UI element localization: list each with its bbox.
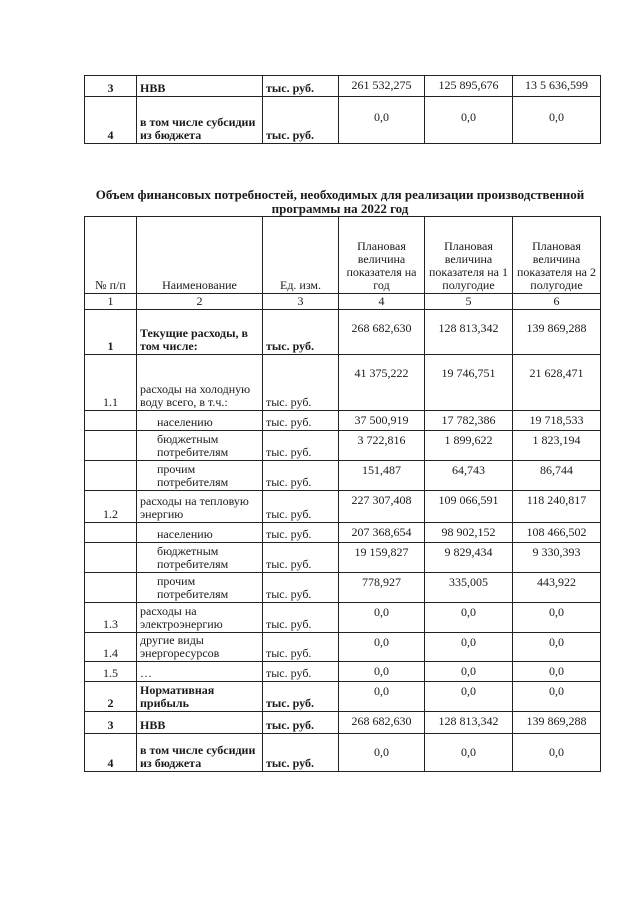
row-value-year: 41 375,222	[339, 355, 425, 411]
row-value-h1: 128 813,342	[425, 310, 513, 355]
header-year: Плановая величина показателя на год	[339, 217, 425, 294]
row-index	[85, 523, 137, 543]
column-number: 2	[137, 294, 263, 310]
row-name: расходы на холодную воду всего, в т.ч.:	[137, 355, 263, 411]
row-name: населению	[137, 523, 263, 543]
row-index: 3	[85, 76, 137, 97]
row-unit: тыс. руб.	[263, 734, 339, 772]
section-title: Объем финансовых потребностей, необходимых для реализации производственной программы на 2022 год	[95, 187, 585, 216]
row-value-h1: 9 829,434	[425, 543, 513, 573]
row-value-h2: 108 466,502	[513, 523, 601, 543]
row-value-h1: 0,0	[425, 603, 513, 633]
row-index: 2	[85, 682, 137, 712]
row-name: …	[137, 662, 263, 682]
row-name: другие виды энергоресурсов	[137, 633, 263, 662]
row-index: 1	[85, 310, 137, 355]
row-value-h2: 21 628,471	[513, 355, 601, 411]
table-body	[85, 310, 601, 772]
row-index: 1.3	[85, 603, 137, 633]
row-name: расходы на электроэнергию	[137, 603, 263, 633]
table-row	[85, 491, 601, 523]
row-value-year: 0,0	[339, 682, 425, 712]
row-value-year: 0,0	[339, 662, 425, 682]
row-name: Нормативная прибыль	[137, 682, 263, 712]
row-value-h1: 109 066,591	[425, 491, 513, 523]
row-name: НВВ	[137, 76, 263, 97]
row-value-year: 3 722,816	[339, 431, 425, 461]
table-row	[85, 603, 601, 633]
row-name: населению	[137, 411, 263, 431]
row-unit: тыс. руб.	[263, 603, 339, 633]
table-row	[85, 355, 601, 411]
row-value-h2: 86,744	[513, 461, 601, 491]
table-row	[85, 682, 601, 712]
row-unit: тыс. руб.	[263, 682, 339, 712]
row-index	[85, 573, 137, 603]
row-value-year: 261 532,275	[339, 76, 425, 97]
row-value-h2: 9 330,393	[513, 543, 601, 573]
top-table	[84, 75, 601, 144]
row-unit: тыс. руб.	[263, 491, 339, 523]
row-value-h1: 0,0	[425, 734, 513, 772]
column-number: 4	[339, 294, 425, 310]
row-value-h2: 443,922	[513, 573, 601, 603]
header-h1: Плановая величина показателя на 1 полугодие	[425, 217, 513, 294]
table-row	[85, 543, 601, 573]
row-name: в том числе субсидии из бюджета	[137, 97, 263, 144]
row-value-h2: 0,0	[513, 682, 601, 712]
table-row	[85, 712, 601, 734]
row-value-h2: 13 5 636,599	[513, 76, 601, 97]
row-name: НВВ	[137, 712, 263, 734]
row-index	[85, 431, 137, 461]
row-unit: тыс. руб.	[263, 411, 339, 431]
column-number: 3	[263, 294, 339, 310]
row-index	[85, 461, 137, 491]
table-row	[85, 411, 601, 431]
table-row	[85, 76, 601, 97]
row-index	[85, 543, 137, 573]
row-value-h2: 0,0	[513, 662, 601, 682]
table-row	[85, 734, 601, 772]
row-value-h1: 64,743	[425, 461, 513, 491]
table-row	[85, 662, 601, 682]
row-value-h2: 118 240,817	[513, 491, 601, 523]
row-value-h1: 1 899,622	[425, 431, 513, 461]
row-name: прочим потребителям	[137, 461, 263, 491]
table-row	[85, 97, 601, 144]
row-value-h2: 0,0	[513, 633, 601, 662]
row-name: прочим потребителям	[137, 573, 263, 603]
row-name: в том числе субсидии из бюджета	[137, 734, 263, 772]
row-value-h2: 139 869,288	[513, 310, 601, 355]
row-value-h1: 19 746,751	[425, 355, 513, 411]
row-name: Текущие расходы, в том числе:	[137, 310, 263, 355]
column-number: 6	[513, 294, 601, 310]
row-value-h2: 1 823,194	[513, 431, 601, 461]
row-unit: тыс. руб.	[263, 633, 339, 662]
header-name: Наименование	[137, 217, 263, 294]
row-value-year: 0,0	[339, 603, 425, 633]
row-value-h1: 0,0	[425, 682, 513, 712]
row-value-year: 207 368,654	[339, 523, 425, 543]
table-row	[85, 461, 601, 491]
row-value-h1: 0,0	[425, 633, 513, 662]
row-unit: тыс. руб.	[263, 355, 339, 411]
row-value-year: 0,0	[339, 734, 425, 772]
row-value-h1: 98 902,152	[425, 523, 513, 543]
table-header-row	[85, 217, 601, 294]
row-value-h2: 19 718,533	[513, 411, 601, 431]
row-value-year: 151,487	[339, 461, 425, 491]
table-row	[85, 431, 601, 461]
row-unit: тыс. руб.	[263, 310, 339, 355]
header-unit: Ед. изм.	[263, 217, 339, 294]
row-value-h2: 0,0	[513, 734, 601, 772]
row-index: 1.5	[85, 662, 137, 682]
header-h2: Плановая величина показателя на 2 полугодие	[513, 217, 601, 294]
column-number-row	[85, 294, 601, 310]
row-unit: тыс. руб.	[263, 523, 339, 543]
table-row	[85, 523, 601, 543]
row-unit: тыс. руб.	[263, 573, 339, 603]
row-value-h1: 17 782,386	[425, 411, 513, 431]
table-row	[85, 310, 601, 355]
row-value-year: 778,927	[339, 573, 425, 603]
table-row	[85, 573, 601, 603]
row-index	[85, 411, 137, 431]
row-unit: тыс. руб.	[263, 662, 339, 682]
row-value-h1: 0,0	[425, 662, 513, 682]
row-value-h1: 0,0	[425, 97, 513, 144]
row-value-h2: 139 869,288	[513, 712, 601, 734]
row-value-h2: 0,0	[513, 603, 601, 633]
column-number: 1	[85, 294, 137, 310]
row-unit: тыс. руб.	[263, 97, 339, 144]
row-index: 1.4	[85, 633, 137, 662]
row-index: 4	[85, 97, 137, 144]
row-value-year: 37 500,919	[339, 411, 425, 431]
row-value-year: 0,0	[339, 633, 425, 662]
row-value-year: 19 159,827	[339, 543, 425, 573]
row-value-h1: 128 813,342	[425, 712, 513, 734]
row-value-h1: 125 895,676	[425, 76, 513, 97]
row-unit: тыс. руб.	[263, 543, 339, 573]
row-unit: тыс. руб.	[263, 461, 339, 491]
row-unit: тыс. руб.	[263, 712, 339, 734]
row-unit: тыс. руб.	[263, 431, 339, 461]
row-index: 3	[85, 712, 137, 734]
row-unit: тыс. руб.	[263, 76, 339, 97]
row-name: расходы на тепловую энергию	[137, 491, 263, 523]
header-index: № п/п	[85, 217, 137, 294]
row-value-year: 268 682,630	[339, 310, 425, 355]
row-name: бюджетным потребителям	[137, 431, 263, 461]
row-value-year: 268 682,630	[339, 712, 425, 734]
table-row	[85, 633, 601, 662]
row-name: бюджетным потребителям	[137, 543, 263, 573]
row-value-h2: 0,0	[513, 97, 601, 144]
column-number: 5	[425, 294, 513, 310]
row-value-year: 227 307,408	[339, 491, 425, 523]
row-index: 4	[85, 734, 137, 772]
row-value-year: 0,0	[339, 97, 425, 144]
financial-needs-table	[84, 216, 601, 772]
row-value-h1: 335,005	[425, 573, 513, 603]
row-index: 1.1	[85, 355, 137, 411]
row-index: 1.2	[85, 491, 137, 523]
